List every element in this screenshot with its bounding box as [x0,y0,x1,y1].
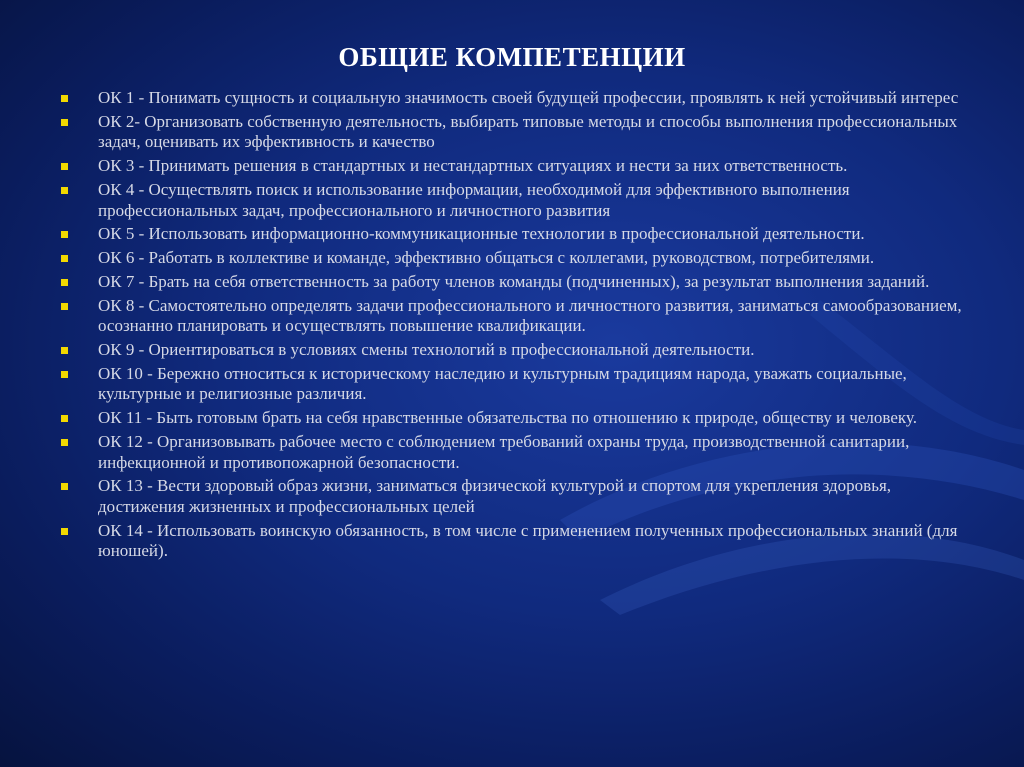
list-item-text: ОК 11 - Быть готовым брать на себя нравственные обязательства по отношению к природе, обществу и человеку. [98,408,917,428]
list-item [56,340,968,361]
square-bullet-icon [61,231,68,238]
square-bullet-icon [61,371,68,378]
square-bullet-icon [61,255,68,262]
list-item [56,180,968,221]
list-item-text: ОК 13 - Вести здоровый образ жизни, заниматься физической культурой и спортом для укрепления здоровья, достижения жизненных и профессиональных целей [98,476,892,516]
list-item [56,408,968,429]
list-item-text: ОК 14 - Использовать воинскую обязанность, в том числе с применением полученных профессиональных знаний (для юношей). [98,520,958,561]
square-bullet-icon [61,119,68,126]
list-item-text: ОК 8 - Самостоятельно определять задачи профессионального и личностного развития, заниматься самообразованием, осознанно планировать и осуществлять повышение квалификации. [98,295,962,336]
list-item-text: ОК 9 - Ориентироваться в условиях смены технологий в профессиональной деятельности. [98,340,755,360]
list-item-text: ОК 6 - Работать в коллективе и команде, эффективно общаться с коллегами, руководством, потребителями. [98,248,875,268]
list-item-text: ОК 5 - Использовать информационно-коммуникационные технологии в профессиональной деятельности. [98,224,865,244]
square-bullet-icon [61,528,68,535]
slide-title: ОБЩИЕ КОМПЕТЕНЦИИ [338,42,686,72]
list-item [56,248,968,269]
square-bullet-icon [61,303,68,310]
list-item-text: ОК 1 - Понимать сущность и социальную значимость своей будущей профессии, проявлять к ней устойчивый интерес [98,88,959,107]
list-item [56,112,968,153]
list-item [56,224,968,245]
list-item-text: ОК 12 - Организовывать рабочее место с соблюдением требований охраны труда, производственной санитарии, инфекционной и противопожарной безопасности. [98,431,910,472]
list-item-text: ОК 2- Организовать собственную деятельность, выбирать типовые методы и способы выполнения профессиональных задач, оценивать их эффективность и качество [98,111,958,152]
list-item [56,272,968,293]
competencies-list [56,88,968,565]
square-bullet-icon [61,187,68,194]
list-item [56,156,968,177]
list-item [56,476,968,517]
square-bullet-icon [61,415,68,422]
list-item-text: ОК 3 - Принимать решения в стандартных и нестандартных ситуациях и нести за них ответственность. [98,156,848,176]
list-item [56,521,968,562]
list-item-text: ОК 10 - Бережно относиться к историческому наследию и культурным традициям народа, уважать социальные, культурные и религиозные различия. [98,363,907,404]
square-bullet-icon [61,95,68,102]
square-bullet-icon [61,279,68,286]
square-bullet-icon [61,163,68,170]
square-bullet-icon [61,439,68,446]
list-item-text: ОК 4 - Осуществлять поиск и использование информации, необходимой для эффективного выполнения профессиональных задач, профессионального и личностного развития [98,179,850,220]
list-item [56,88,968,109]
square-bullet-icon [61,483,68,490]
list-item [56,364,968,405]
list-item [56,296,968,337]
square-bullet-icon [61,347,68,354]
list-item-text: ОК 7 - Брать на себя ответственность за работу членов команды (подчиненных), за результат выполнения заданий. [98,271,930,291]
list-item [56,432,968,473]
